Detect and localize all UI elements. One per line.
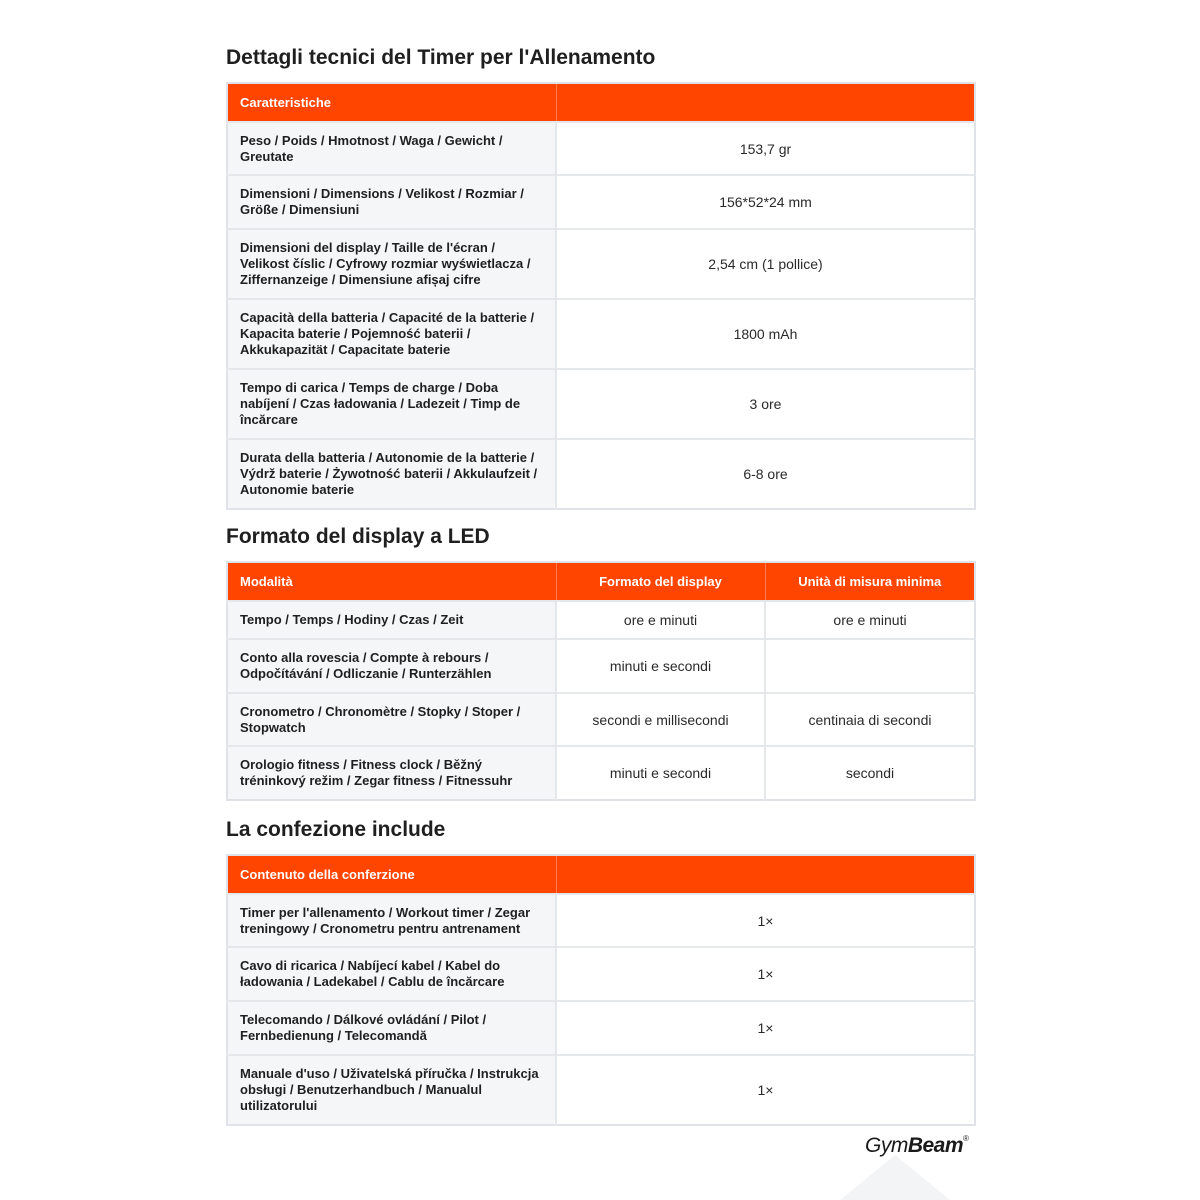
row-label: Telecomando / Dálkové ovládání / Pilot / Fernbedienung / Telecomandă	[227, 1001, 556, 1055]
table-header-cell: Formato del display	[556, 562, 765, 601]
table-row	[227, 122, 975, 175]
table-row	[227, 894, 975, 947]
logo-part-gym: Gym	[865, 1134, 908, 1157]
row-value: 6-8 ore	[556, 439, 975, 509]
table-row	[227, 229, 975, 299]
package-contents-table	[226, 854, 976, 1126]
table-row	[227, 693, 975, 746]
table-header-cell	[556, 83, 975, 122]
table-header-cell: Caratteristiche	[227, 83, 556, 122]
table-row	[227, 601, 975, 639]
table-row	[227, 1001, 975, 1055]
row-label: Cronometro / Chronomètre / Stopky / Stoper / Stopwatch	[227, 693, 556, 746]
row-label: Dimensioni del display / Taille de l'écran / Velikost číslic / Cyfrowy rozmiar wyświetlacza / Ziffernanzeige / Dimensiune afișaj cifre	[227, 229, 556, 299]
table-header-cell: Unità di misura minima	[765, 562, 975, 601]
table-row	[227, 947, 975, 1001]
row-label: Tempo / Temps / Hodiny / Czas / Zeit	[227, 601, 556, 639]
table-header-row	[227, 562, 975, 601]
registered-mark: ®	[963, 1134, 969, 1143]
row-label: Tempo di carica / Temps de charge / Doba nabíjení / Czas ładowania / Ladezeit / Timp de încărcare	[227, 369, 556, 439]
row-value: 1×	[556, 1001, 975, 1055]
table-row	[227, 175, 975, 229]
table-header-cell: Modalità	[227, 562, 556, 601]
row-value: 153,7 gr	[556, 122, 975, 175]
row-label: Timer per l'allenamento / Workout timer / Zegar treningowy / Cronometru pentru antrenament	[227, 894, 556, 947]
row-label: Conto alla rovescia / Compte à rebours / Odpočítávání / Odliczanie / Runterzählen	[227, 639, 556, 693]
row-label: Peso / Poids / Hmotnost / Waga / Gewicht / Greutate	[227, 122, 556, 175]
table-header-cell	[556, 855, 975, 894]
row-value: secondi	[765, 746, 975, 800]
table-header-cell: Contenuto della conferzione	[227, 855, 556, 894]
row-value: ore e minuti	[765, 601, 975, 639]
row-value: ore e minuti	[556, 601, 765, 639]
row-value: 1×	[556, 894, 975, 947]
led-display-table	[226, 561, 976, 801]
row-value: minuti e secondi	[556, 746, 765, 800]
row-value: 2,54 cm (1 pollice)	[556, 229, 975, 299]
row-value: secondi e millisecondi	[556, 693, 765, 746]
table-header-row	[227, 855, 975, 894]
row-label: Capacità della batteria / Capacité de la batterie / Kapacita baterie / Pojemność baterii / Akkukapazität / Capacitate baterie	[227, 299, 556, 369]
section-title-led-display: Formato del display a LED	[226, 525, 490, 548]
table-header-row	[227, 83, 975, 122]
table-row	[227, 299, 975, 369]
logo-part-beam: Beam	[907, 1134, 964, 1157]
section-title-package-contents: La confezione include	[226, 818, 446, 841]
row-value: 3 ore	[556, 369, 975, 439]
row-value: 1×	[556, 947, 975, 1001]
table-row	[227, 439, 975, 509]
row-label: Orologio fitness / Fitness clock / Běžný tréninkový režim / Zegar fitness / Fitnessuhr	[227, 746, 556, 800]
section-title-technical-details: Dettagli tecnici del Timer per l'Allenamento	[226, 46, 656, 69]
row-label: Durata della batteria / Autonomie de la batterie / Výdrž baterie / Żywotność baterii / Akkulaufzeit / Autonomie baterie	[227, 439, 556, 509]
row-label: Cavo di ricarica / Nabíjecí kabel / Kabel do ładowania / Ladekabel / Cablu de încărcare	[227, 947, 556, 1001]
row-value: 156*52*24 mm	[556, 175, 975, 229]
row-value: minuti e secondi	[556, 639, 765, 693]
row-value	[765, 639, 975, 693]
technical-details-table	[226, 82, 976, 510]
table-row	[227, 639, 975, 693]
row-value: 1800 mAh	[556, 299, 975, 369]
row-value: 1×	[556, 1055, 975, 1125]
table-row	[227, 369, 975, 439]
table-row	[227, 1055, 975, 1125]
gymbeam-logo	[865, 1134, 968, 1158]
row-value: centinaia di secondi	[765, 693, 975, 746]
row-label: Dimensioni / Dimensions / Velikost / Rozmiar / Größe / Dimensiuni	[227, 175, 556, 229]
row-label: Manuale d'uso / Uživatelská příručka / Instrukcja obsługi / Benutzerhandbuch / Manualul utilizatorului	[227, 1055, 556, 1125]
table-row	[227, 746, 975, 800]
decorative-triangle	[840, 1155, 950, 1200]
